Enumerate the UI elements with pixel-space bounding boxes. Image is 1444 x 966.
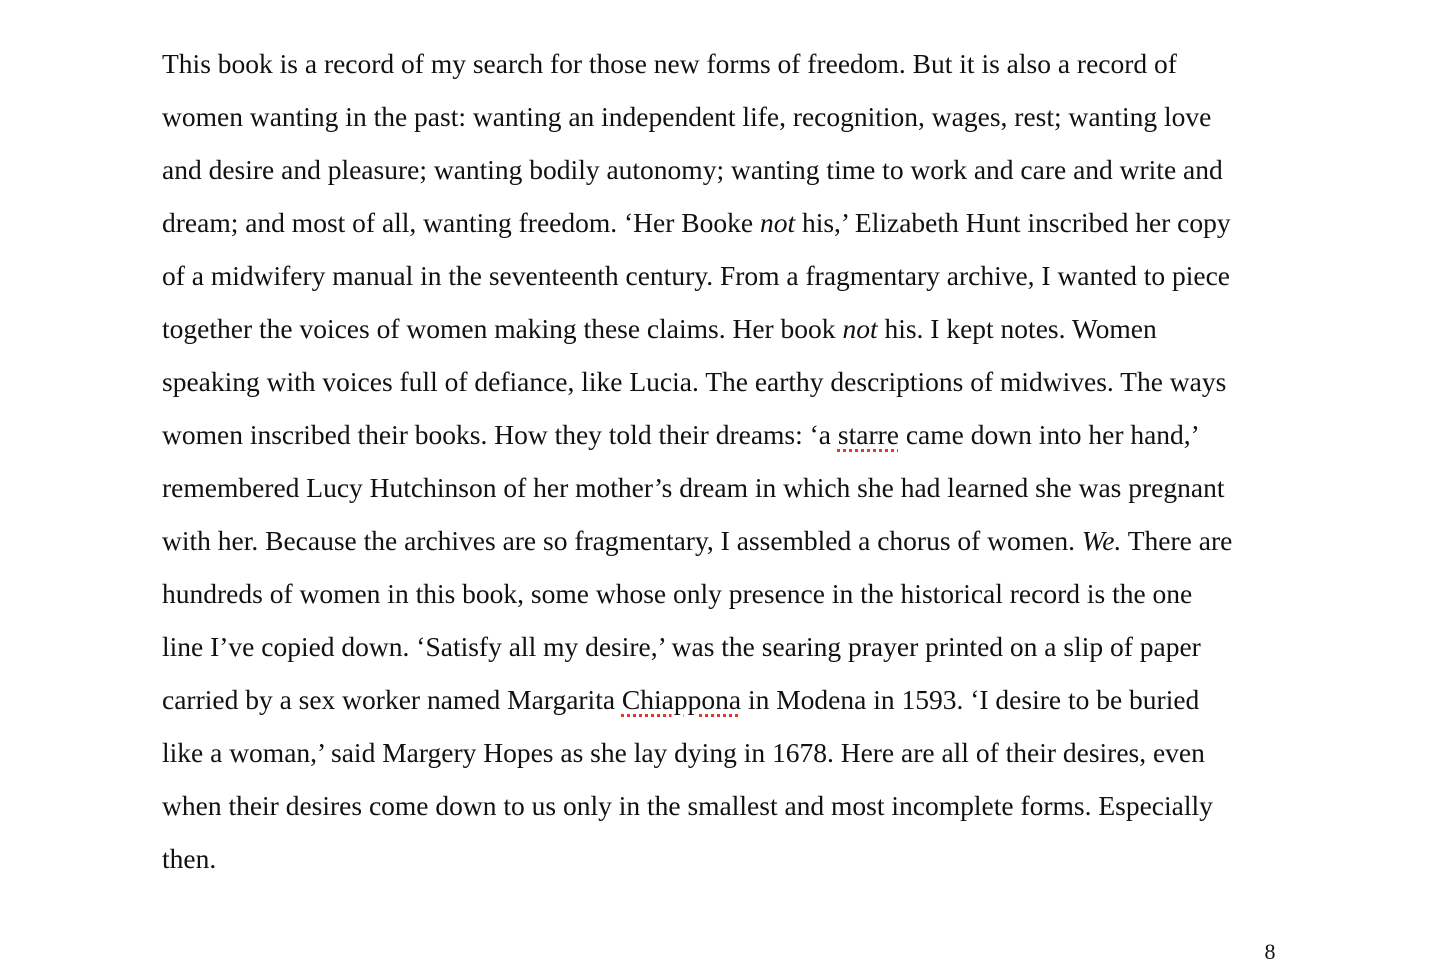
text-segment: came down into her hand,’ xyxy=(898,419,1200,450)
italic-text: not xyxy=(759,207,796,238)
text-line xyxy=(162,620,1292,673)
text-line xyxy=(162,673,1292,726)
text-line xyxy=(162,355,1292,408)
text-segment: remembered Lucy Hutchinson of her mother’s dream in which she had learned she was pregnant xyxy=(162,472,1225,503)
text-line xyxy=(162,461,1292,514)
text-line xyxy=(162,90,1292,143)
text-segment: together the voices of women making these claims. Her book xyxy=(162,313,843,344)
text-segment: his. I kept notes. Women xyxy=(877,313,1157,344)
text-segment: This book is a record of my search for those new forms of freedom. But it is also a record of xyxy=(162,48,1177,79)
page-number: 8 xyxy=(1264,939,1276,964)
misspelled-word: starre xyxy=(837,419,899,450)
text-segment: of a midwifery manual in the seventeenth century. From a fragmentary archive, I wanted to piece xyxy=(162,260,1231,291)
text-segment: like a woman,’ said Margery Hopes as she lay dying in 1678. Here are all of their desires, even xyxy=(162,737,1205,768)
text-segment: speaking with voices full of defiance, like Lucia. The earthy descriptions of midwives. The ways xyxy=(162,366,1227,397)
text-line xyxy=(162,408,1292,461)
text-segment: women inscribed their books. How they told their dreams: ‘a xyxy=(162,419,838,450)
text-line xyxy=(162,249,1292,302)
text-segment: his,’ Elizabeth Hunt inscribed her copy xyxy=(795,207,1231,238)
italic-text: not xyxy=(842,313,878,344)
text-segment: women wanting in the past: wanting an independent life, recognition, wages, rest; wanting love xyxy=(162,101,1212,132)
body-paragraph[interactable] xyxy=(162,37,1292,885)
text-segment: when their desires come down to us only in the smallest and most incomplete forms. Especially xyxy=(162,790,1213,821)
text-segment: with her. Because the archives are so fragmentary, I assembled a chorus of women. xyxy=(162,525,1082,556)
text-line xyxy=(162,567,1292,620)
misspelled-word: Chiappona xyxy=(621,684,742,715)
text-segment: in Modena in 1593. ‘I desire to be buried xyxy=(741,684,1200,715)
text-segment: dream; and most of all, wanting freedom. ‘Her Booke xyxy=(162,207,760,238)
text-segment: and desire and pleasure; wanting bodily autonomy; wanting time to work and care and write and xyxy=(162,154,1223,185)
text-line xyxy=(162,726,1292,779)
text-line xyxy=(162,779,1292,832)
text-line xyxy=(162,37,1292,90)
text-segment: hundreds of women in this book, some whose only presence in the historical record is the one xyxy=(162,578,1193,609)
text-segment: There are xyxy=(1121,525,1233,556)
text-line xyxy=(162,514,1292,567)
text-line xyxy=(162,143,1292,196)
text-line xyxy=(162,832,1292,885)
text-line xyxy=(162,302,1292,355)
text-segment: line I’ve copied down. ‘Satisfy all my desire,’ was the searing prayer printed on a slip of paper xyxy=(162,631,1201,662)
text-line xyxy=(162,196,1292,249)
text-segment: carried by a sex worker named Margarita xyxy=(162,684,622,715)
italic-text: We. xyxy=(1081,525,1122,556)
text-segment: then. xyxy=(162,843,217,874)
